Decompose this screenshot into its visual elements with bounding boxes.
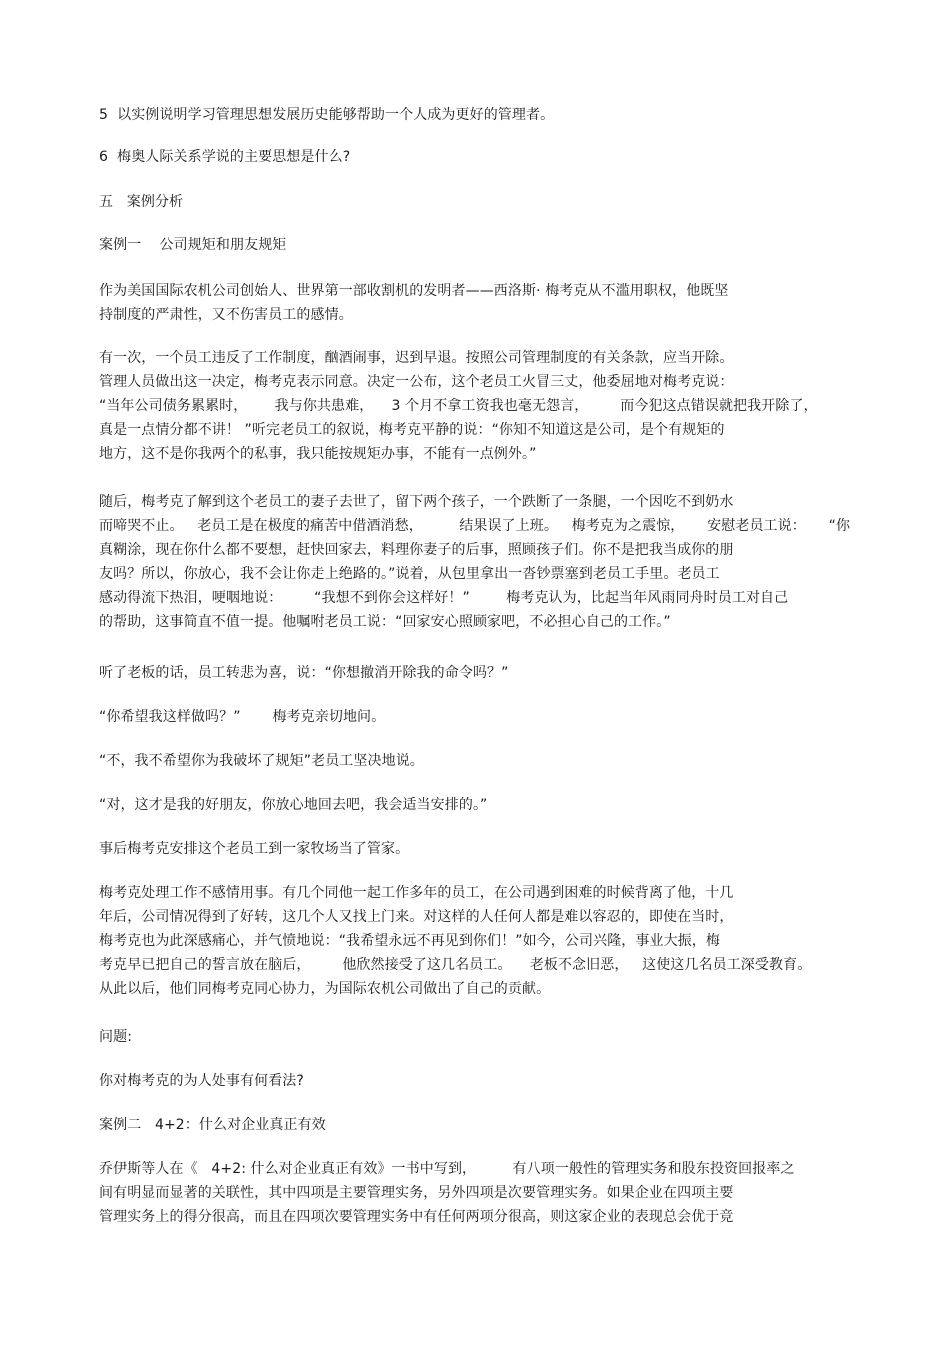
question-label: [99, 1025, 879, 1049]
paragraph-dialogue-4: [99, 793, 879, 817]
case-1-question: [99, 1069, 879, 1093]
paragraph-outcome: [99, 837, 879, 861]
case-2-title: [99, 1113, 879, 1137]
text-line: 管理实务上的得分很高，而且在四项次要管理实务中有任何两项分很高，则这家企业的表现总会优于竞: [99, 1209, 734, 1225]
paragraph-dialogue-1: [99, 661, 879, 685]
text-line: 管理人员做出这一决定，梅考克表示同意。决定一公布，这个老员工火冒三丈，他委屈地对梅考克说：: [99, 374, 734, 390]
text-line: 持制度的严肃性，又不伤害员工的感情。: [99, 307, 353, 323]
text-line: 你对梅考克的为人处事有何看法?: [99, 1073, 304, 1089]
paragraph-incident: [99, 346, 879, 466]
text-line: 事后梅考克安排这个老员工到一家牧场当了管家。: [99, 841, 410, 857]
text-line: 考克早已把自己的誓言放在脑后， 他欣然接受了这几名员工。 老板不念旧恶， 这使这几名员工深受教育。: [99, 957, 812, 973]
text-line: 五 案例分析: [99, 194, 184, 210]
text-line: “不，我不希望你为我破坏了规矩”老员工坚决地说。: [99, 753, 424, 769]
case-1-title: [99, 233, 879, 257]
text-line: 感动得流下热泪，哽咽地说： “我想不到你会这样好！” 梅考克认为，比起当年风雨同舟时员工对自己: [99, 590, 789, 606]
paragraph-dialogue-3: [99, 749, 879, 773]
text-line: “对，这才是我的好朋友，你放心地回去吧，我会适当安排的。”: [99, 797, 488, 813]
text-line: 从此以后，他们同梅考克同心协力，为国际农机公司做出了自己的贡献。: [99, 981, 551, 997]
paragraph-principle: [99, 881, 879, 1001]
text-line: 案例二 4+2：什么对企业真正有效: [99, 1117, 326, 1133]
text-line: 作为美国国际农机公司创始人、世界第一部收割机的发明者——西洛斯· 梅考克从不滥用职权，他既坚: [99, 283, 729, 299]
text-line: 随后，梅考克了解到这个老员工的妻子去世了，留下两个孩子，一个跌断了一条腿，一个因吃不到奶水: [99, 494, 734, 510]
text-line: “你希望我这样做吗？” 梅考克亲切地问。: [99, 709, 386, 725]
text-line: “当年公司债务累累时， 我与你共患难， 3 个月不拿工资我也毫无怨言， 而今犯这点错误就把我开除了，: [99, 398, 818, 414]
question-5: [99, 103, 879, 127]
text-line: 案例一 公司规矩和朋友规矩: [99, 237, 287, 253]
paragraph-dialogue-2: [99, 705, 879, 729]
text-line: 的帮助，这事简直不值一提。他嘱咐老员工说：“回家安心照顾家吧，不必担心自己的工作。”: [99, 614, 671, 630]
paragraph-4plus2: [99, 1157, 879, 1229]
text-line: 5 以实例说明学习管理思想发展历史能够帮助一个人成为更好的管理者。: [99, 107, 555, 123]
text-line: 间有明显而显著的关联性，其中四项是主要管理实务，另外四项是次要管理实务。如果企业在四项主要: [99, 1185, 734, 1201]
text-line: 友吗？所以，你放心，我不会让你走上绝路的。”说着，从包里拿出一沓钞票塞到老员工手里。老员工: [99, 566, 720, 582]
text-line: 地方，这不是你我两个的私事，我只能按规矩办事，不能有一点例外。”: [99, 446, 537, 462]
text-line: 乔伊斯等人在《 4+2: 什么对企业真正有效》一书中写到， 有八项一般性的管理实务和股东投资回报率之: [99, 1161, 795, 1177]
text-line: 而啼哭不止。 老员工是在极度的痛苦中借酒消愁， 结果误了上班。 梅考克为之震惊， 安慰老员工说： “你: [99, 518, 851, 534]
text-line: 有一次，一个员工违反了工作制度，酗酒闹事，迟到早退。按照公司管理制度的有关条款，应当开除。: [99, 350, 734, 366]
text-line: 问题:: [99, 1029, 133, 1045]
paragraph-aftermath: [99, 490, 879, 634]
text-line: 梅考克也为此深感痛心，并气愤地说：“我希望永远不再见到你们！”如今，公司兴隆，事业大振，梅: [99, 933, 721, 949]
text-line: 听了老板的话，员工转悲为喜，说：“你想撤消开除我的命令吗？”: [99, 665, 509, 681]
section-heading: [99, 190, 879, 214]
text-line: 梅考克处理工作不感情用事。有几个同他一起工作多年的员工，在公司遇到困难的时候背离了他，十几: [99, 885, 734, 901]
text-line: 真是一点情分都不讲！ ”听完老员工的叙说，梅考克平静的说：“你知不知道这是公司，是个有规矩的: [99, 422, 725, 438]
paragraph-intro: [99, 279, 879, 327]
text-line: 真糊涂，现在你什么都不要想，赶快回家去，料理你妻子的后事，照顾孩子们。你不是把我当成你的朋: [99, 542, 734, 558]
text-line: 6 梅奥人际关系学说的主要思想是什么?: [99, 149, 351, 165]
question-6: [99, 145, 879, 169]
text-line: 年后，公司情况得到了好转，这几个人又找上门来。对这样的人任何人都是难以容忍的，即使在当时，: [99, 909, 734, 925]
